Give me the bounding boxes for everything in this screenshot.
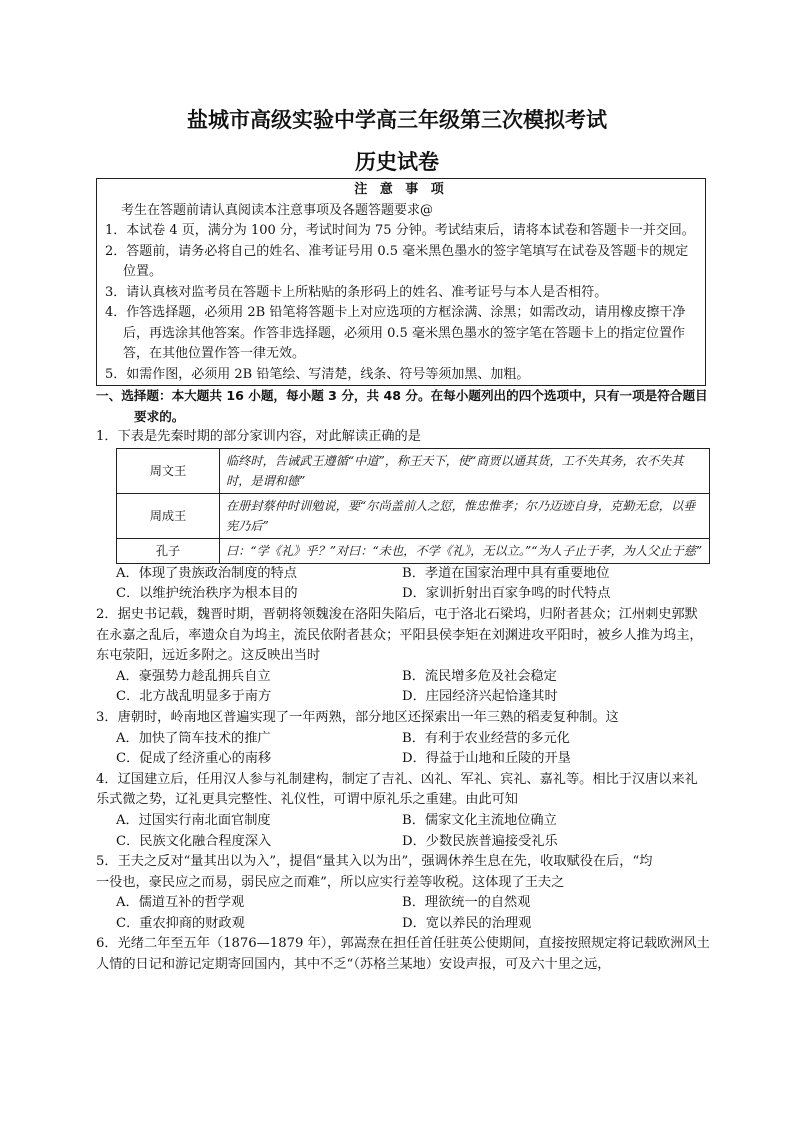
question-2 <box>96 605 710 708</box>
questions-body <box>96 386 710 976</box>
option-c: C．以维护统治秩序为根本目的 <box>116 586 298 602</box>
option-a: A．儒道互补的哲学观 <box>116 895 245 911</box>
question-stem-continued: 一役也，豪民应之而易，弱民应之而难”，所以应实行差等收税。这体现了王夫之 <box>96 874 565 890</box>
option-d: D．得益于山地和丘陵的开垦 <box>402 751 571 767</box>
exam-subtitle: 历史试卷 <box>355 150 439 174</box>
table-cell-text: 在册封蔡仲时训勉说，要“尔尚盖前人之愆，惟忠惟孝；尔乃迈迹自身，克勤无怠，以垂宪乃后” <box>220 493 710 538</box>
notice-intro: 考生在答题前请认真阅读本注意事项及各题答题要求@ <box>121 202 434 218</box>
question-3 <box>96 708 710 770</box>
table-row <box>117 538 710 563</box>
option-b: B．理欲统一的自然观 <box>402 895 531 911</box>
exam-title: 盐城市高级实验中学高三年级第三次模拟考试 <box>187 108 607 132</box>
option-c: C．民族文化融合程度深入 <box>116 833 272 849</box>
notice-item: 4．作答选择题，必须用 2B 铅笔将答题卡上对应选项的方框涂满、涂黑；如需改动，请用橡皮擦干净后，再选涂其他答案。作答非选择题，必须用 0.5 毫米黑色墨水的签字笔在答题卡上的指定位置作答，在其他位置作答一律无效。 <box>105 305 686 361</box>
option-d: D．庄园经济兴起恰逢其时 <box>402 689 558 705</box>
notice-item: 2．答题前，请务必将自己的姓名、准考证号用 0.5 毫米黑色墨水的签字笔填写在试卷及答题卡的规定位置。 <box>105 243 689 279</box>
options <box>96 893 710 934</box>
option-c: C．北方战乱明显多于南方 <box>116 689 272 705</box>
notice-item: 3．请认真核对监考员在答题卡上所粘贴的条形码上的姓名、准考证号与本人是否相符。 <box>105 284 608 300</box>
option-b: B．有利于农业经营的多元化 <box>402 730 570 746</box>
table-row <box>117 493 710 538</box>
notice-item: 5．如需作图，必须用 2B 铅笔绘、写清楚，线条、符号等须加黑、加粗。 <box>105 366 530 382</box>
question-stem: 4．辽国建立后，任用汉人参与礼制建构，制定了吉礼、凶礼、军礼、宾礼、嘉礼等。相比于汉唐以来礼乐式微之势，辽礼更具完整性、礼仪性，可谓中原礼乐之重建。由此可知 <box>96 771 698 808</box>
question-stem: 2．据史书记载，魏晋时期，晋朝将领魏浚在洛阳失陷后，屯于洛北石梁坞，归附者甚众；江州刺史郭默在永嘉之乱后，率遗众自为坞主，流民依附者甚众；平阳县侯李矩在刘渊进攻平阳时，被乡人推为坞主，东屯荥阳，远近多附之。这反映出当时 <box>96 606 703 664</box>
question-1 <box>96 427 710 605</box>
option-d: D．少数民族普遍接受礼乐 <box>402 833 558 849</box>
table-cell-name: 周成王 <box>117 493 220 538</box>
table-cell-name: 周文王 <box>117 448 220 493</box>
question-stem: 1．下表是先秦时期的部分家训内容，对此解读正确的是 <box>96 429 421 445</box>
table-cell-name: 孔子 <box>117 538 220 563</box>
section-heading: 一、选择题：本大题共 16 小题，每小题 3 分，共 48 分。在每小题列出的四个选项中，只有一项是符合题目要求的。 <box>96 388 708 424</box>
options <box>96 729 710 770</box>
table-cell-text: 曰：“学《礼》乎？”对曰：“未也，不学《礼》，无以立。”“为人子止于孝，为人父止于慈” <box>220 538 710 563</box>
options <box>96 667 710 708</box>
question-stem: 6．光绪二年至五年（1876—1879 年），郭嵩焘在担任首任驻英公使期间，直接按照规定将记载欧洲风土人情的日记和游记定期寄回国内，其中不乏“（苏格兰某地）安设声报，可及六十里之远， <box>96 936 710 973</box>
option-c: C．重农抑商的财政观 <box>116 915 245 931</box>
option-b: B．流民增多危及社会稳定 <box>402 668 557 684</box>
notice-heading: 注 意 事 项 <box>354 182 448 197</box>
option-c: C．促成了经济重心的南移 <box>116 751 272 767</box>
option-d: D．家训折射出百家争鸣的时代特点 <box>402 586 611 602</box>
option-b: B．孝道在国家治理中具有重要地位 <box>402 565 610 581</box>
option-d: D．宽以养民的治理观 <box>402 915 532 931</box>
question-4 <box>96 770 710 852</box>
option-a: A．过国实行南北面官制度 <box>116 812 271 828</box>
question-stem: 5．王夫之反对“量其出以为入”，提倡“量其入以为出”，强调休养生息在先，收取赋役在后，“均 <box>96 854 653 870</box>
options <box>96 811 710 852</box>
question-6 <box>96 934 710 975</box>
question-stem: 3．唐朝时，岭南地区普遍实现了一年两熟，部分地区还探索出一年三熟的稻麦复种制。这 <box>96 709 619 725</box>
option-a: A．豪强势力趁乱拥兵自立 <box>116 668 271 684</box>
notice-item: 1．本试卷 4 页，满分为 100 分，考试时间为 75 分钟。考试结束后，请将本试卷和答题卡一并交回。 <box>105 223 695 238</box>
table-cell-text: 临终时，告诫武王遵循“中道”，称王天下，使“商贾以通其货，工不失其务，农不失其时，是谓和德” <box>220 448 710 493</box>
question-5 <box>96 852 710 934</box>
notice-box <box>96 178 706 386</box>
option-b: B．儒家文化主流地位确立 <box>402 812 557 828</box>
option-a: A．加快了筒车技术的推广 <box>116 730 271 746</box>
options <box>96 564 710 605</box>
source-table <box>116 448 710 564</box>
option-a: A．体现了贵族政治制度的特点 <box>116 565 297 581</box>
table-row <box>117 448 710 493</box>
